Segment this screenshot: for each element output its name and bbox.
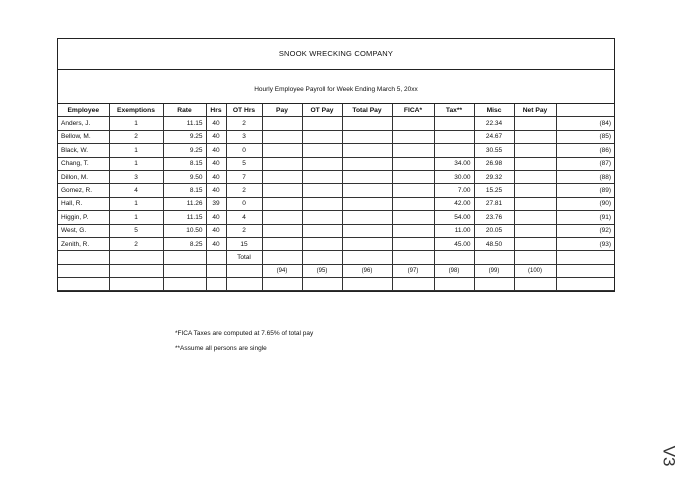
col-header-ref <box>556 104 614 117</box>
pay-cell <box>262 117 302 130</box>
net-pay-cell <box>514 197 556 210</box>
empty-cell <box>556 278 614 291</box>
hrs-cell: 40 <box>206 130 226 143</box>
table-row <box>58 237 614 250</box>
pay-cell <box>262 197 302 210</box>
empty-cell <box>302 278 342 291</box>
hrs-cell: 40 <box>206 170 226 183</box>
empty-cell <box>163 251 206 264</box>
total-pay-cell <box>342 130 392 143</box>
hrs-cell: 40 <box>206 157 226 170</box>
empty-cell <box>109 251 163 264</box>
empty-cell <box>342 278 392 291</box>
net-pay-cell <box>514 224 556 237</box>
employee-cell: Gomez, R. <box>58 184 109 197</box>
misc-cell: 23.76 <box>474 211 514 224</box>
empty-cell <box>474 251 514 264</box>
ot-pay-cell <box>302 184 342 197</box>
empty-cell <box>514 278 556 291</box>
empty-cell <box>109 278 163 291</box>
total-pay-cell <box>342 197 392 210</box>
misc-cell: 30.55 <box>474 144 514 157</box>
fica-cell <box>392 117 434 130</box>
table-row <box>58 157 614 170</box>
ot-pay-cell <box>302 157 342 170</box>
empty-cell <box>226 278 262 291</box>
col-header-pay: Pay <box>262 104 302 117</box>
empty-cell <box>58 251 109 264</box>
total-pay-cell <box>342 117 392 130</box>
employee-cell: Higgin, P. <box>58 211 109 224</box>
hrs-cell: 40 <box>206 144 226 157</box>
exemptions-cell: 1 <box>109 157 163 170</box>
empty-cell <box>556 251 614 264</box>
table-row <box>58 184 614 197</box>
rate-cell: 11.15 <box>163 117 206 130</box>
ot-pay-cell <box>302 237 342 250</box>
ot-hrs-cell: 15 <box>226 237 262 250</box>
tax-cell <box>434 117 474 130</box>
footnote-fica: *FICA Taxes are computed at 7.65% of total pay <box>175 330 314 337</box>
empty-cell <box>226 264 262 277</box>
fica-cell <box>392 237 434 250</box>
empty-cell <box>163 278 206 291</box>
hrs-cell: 39 <box>206 197 226 210</box>
employee-cell: Bellow, M. <box>58 130 109 143</box>
net-pay-cell <box>514 144 556 157</box>
ot-hrs-cell: 3 <box>226 130 262 143</box>
empty-cell <box>58 278 109 291</box>
tax-cell <box>434 130 474 143</box>
footnote-tax: **Assume all persons are single <box>175 345 267 352</box>
total-ref-net-pay: (100) <box>514 264 556 277</box>
table-row <box>58 197 614 210</box>
misc-cell: 15.25 <box>474 184 514 197</box>
empty-cell <box>514 251 556 264</box>
employee-cell: West, G. <box>58 224 109 237</box>
exemptions-cell: 1 <box>109 144 163 157</box>
totals-row <box>58 264 614 277</box>
net-pay-cell <box>514 157 556 170</box>
rate-cell: 9.25 <box>163 130 206 143</box>
employee-cell: Chang, T. <box>58 157 109 170</box>
empty-cell <box>163 264 206 277</box>
tax-cell <box>434 144 474 157</box>
question-ref-cell: (90) <box>556 197 614 210</box>
employee-cell: Anders, J. <box>58 117 109 130</box>
question-ref-cell: (86) <box>556 144 614 157</box>
employee-cell: Dillon, M. <box>58 170 109 183</box>
fica-cell <box>392 170 434 183</box>
ot-hrs-cell: 2 <box>226 224 262 237</box>
fica-cell <box>392 211 434 224</box>
col-header-tax: Tax** <box>434 104 474 117</box>
hrs-cell: 40 <box>206 117 226 130</box>
rate-cell: 11.15 <box>163 211 206 224</box>
fica-cell <box>392 144 434 157</box>
net-pay-cell <box>514 211 556 224</box>
tax-cell: 45.00 <box>434 237 474 250</box>
misc-cell: 20.05 <box>474 224 514 237</box>
ot-pay-cell <box>302 211 342 224</box>
pay-cell <box>262 144 302 157</box>
table-row <box>58 170 614 183</box>
empty-cell <box>206 278 226 291</box>
ot-pay-cell <box>302 144 342 157</box>
spacer-row <box>58 278 614 291</box>
net-pay-cell <box>514 117 556 130</box>
pay-cell <box>262 237 302 250</box>
table-row <box>58 144 614 157</box>
col-header-misc: Misc <box>474 104 514 117</box>
empty-cell <box>392 278 434 291</box>
net-pay-cell <box>514 184 556 197</box>
rate-cell: 8.15 <box>163 184 206 197</box>
exemptions-cell: 1 <box>109 197 163 210</box>
fica-cell <box>392 224 434 237</box>
exemptions-cell: 3 <box>109 170 163 183</box>
ot-hrs-cell: 5 <box>226 157 262 170</box>
fica-cell <box>392 157 434 170</box>
total-pay-cell <box>342 184 392 197</box>
total-ref-total-pay: (96) <box>342 264 392 277</box>
table-row <box>58 224 614 237</box>
employee-cell: Zenith, R. <box>58 237 109 250</box>
table-row <box>58 130 614 143</box>
ot-pay-cell <box>302 170 342 183</box>
total-pay-cell <box>342 157 392 170</box>
question-ref-cell: (91) <box>556 211 614 224</box>
misc-cell: 26.98 <box>474 157 514 170</box>
company-name: SNOOK WRECKING COMPANY <box>58 39 614 70</box>
ot-pay-cell <box>302 117 342 130</box>
tax-cell: 30.00 <box>434 170 474 183</box>
misc-cell: 48.50 <box>474 237 514 250</box>
ot-pay-cell <box>302 130 342 143</box>
pay-cell <box>262 211 302 224</box>
net-pay-cell <box>514 237 556 250</box>
total-pay-cell <box>342 170 392 183</box>
ot-pay-cell <box>302 224 342 237</box>
rate-cell: 8.25 <box>163 237 206 250</box>
question-ref-cell: (87) <box>556 157 614 170</box>
page-corner-mark: V3 <box>659 445 679 467</box>
footnotes <box>175 326 313 356</box>
pay-cell <box>262 184 302 197</box>
employee-cell: Black, W. <box>58 144 109 157</box>
col-header-exemptions: Exemptions <box>109 104 163 117</box>
question-ref-cell: (92) <box>556 224 614 237</box>
col-header-total-pay: Total Pay <box>342 104 392 117</box>
misc-cell: 22.34 <box>474 117 514 130</box>
net-pay-cell <box>514 170 556 183</box>
exemptions-cell: 1 <box>109 211 163 224</box>
hrs-cell: 40 <box>206 237 226 250</box>
empty-cell <box>434 278 474 291</box>
question-ref-cell: (89) <box>556 184 614 197</box>
empty-cell <box>262 278 302 291</box>
fica-cell <box>392 184 434 197</box>
total-label-row <box>58 251 614 264</box>
col-header-rate: Rate <box>163 104 206 117</box>
fica-cell <box>392 197 434 210</box>
payroll-body <box>58 117 614 291</box>
col-header-ot-hrs: OT Hrs <box>226 104 262 117</box>
pay-cell <box>262 157 302 170</box>
table-row <box>58 211 614 224</box>
exemptions-cell: 2 <box>109 237 163 250</box>
empty-cell <box>302 251 342 264</box>
pay-cell <box>262 224 302 237</box>
payroll-subtitle: Hourly Employee Payroll for Week Ending March 5, 20xx <box>58 70 614 104</box>
empty-cell <box>342 251 392 264</box>
total-pay-cell <box>342 211 392 224</box>
net-pay-cell <box>514 130 556 143</box>
ot-hrs-cell: 2 <box>226 184 262 197</box>
hrs-cell: 40 <box>206 224 226 237</box>
tax-cell: 11.00 <box>434 224 474 237</box>
payroll-worksheet <box>57 38 615 292</box>
question-ref-cell: (88) <box>556 170 614 183</box>
misc-cell: 24.67 <box>474 130 514 143</box>
pay-cell <box>262 130 302 143</box>
exemptions-cell: 4 <box>109 184 163 197</box>
ot-hrs-cell: 0 <box>226 144 262 157</box>
col-header-hrs: Hrs <box>206 104 226 117</box>
exemptions-cell: 2 <box>109 130 163 143</box>
ot-hrs-cell: 0 <box>226 197 262 210</box>
table-row <box>58 117 614 130</box>
misc-cell: 29.32 <box>474 170 514 183</box>
ot-pay-cell <box>302 197 342 210</box>
total-ref-ot-pay: (95) <box>302 264 342 277</box>
total-pay-cell <box>342 224 392 237</box>
empty-cell <box>206 264 226 277</box>
empty-cell <box>206 251 226 264</box>
tax-cell: 42.00 <box>434 197 474 210</box>
employee-cell: Hall, R. <box>58 197 109 210</box>
total-ref-misc: (99) <box>474 264 514 277</box>
question-ref-cell: (84) <box>556 117 614 130</box>
total-ref-fica: (97) <box>392 264 434 277</box>
empty-cell <box>109 264 163 277</box>
exemptions-cell: 5 <box>109 224 163 237</box>
empty-cell <box>556 264 614 277</box>
empty-cell <box>58 264 109 277</box>
col-header-net-pay: Net Pay <box>514 104 556 117</box>
header-row <box>58 104 614 117</box>
empty-cell <box>474 278 514 291</box>
payroll-table <box>58 104 614 291</box>
ot-hrs-cell: 4 <box>226 211 262 224</box>
empty-cell <box>434 251 474 264</box>
ot-hrs-cell: 7 <box>226 170 262 183</box>
total-ref-pay: (94) <box>262 264 302 277</box>
hrs-cell: 40 <box>206 184 226 197</box>
rate-cell: 9.25 <box>163 144 206 157</box>
ot-hrs-cell: 2 <box>226 117 262 130</box>
col-header-employee: Employee <box>58 104 109 117</box>
total-ref-tax: (98) <box>434 264 474 277</box>
col-header-fica: FICA* <box>392 104 434 117</box>
fica-cell <box>392 130 434 143</box>
rate-cell: 8.15 <box>163 157 206 170</box>
tax-cell: 54.00 <box>434 211 474 224</box>
total-label: Total <box>226 251 262 264</box>
rate-cell: 9.50 <box>163 170 206 183</box>
empty-cell <box>392 251 434 264</box>
total-pay-cell <box>342 237 392 250</box>
hrs-cell: 40 <box>206 211 226 224</box>
question-ref-cell: (85) <box>556 130 614 143</box>
total-pay-cell <box>342 144 392 157</box>
tax-cell: 7.00 <box>434 184 474 197</box>
question-ref-cell: (93) <box>556 237 614 250</box>
pay-cell <box>262 170 302 183</box>
col-header-ot-pay: OT Pay <box>302 104 342 117</box>
rate-cell: 10.50 <box>163 224 206 237</box>
tax-cell: 34.00 <box>434 157 474 170</box>
exemptions-cell: 1 <box>109 117 163 130</box>
rate-cell: 11.26 <box>163 197 206 210</box>
misc-cell: 27.81 <box>474 197 514 210</box>
empty-cell <box>262 251 302 264</box>
